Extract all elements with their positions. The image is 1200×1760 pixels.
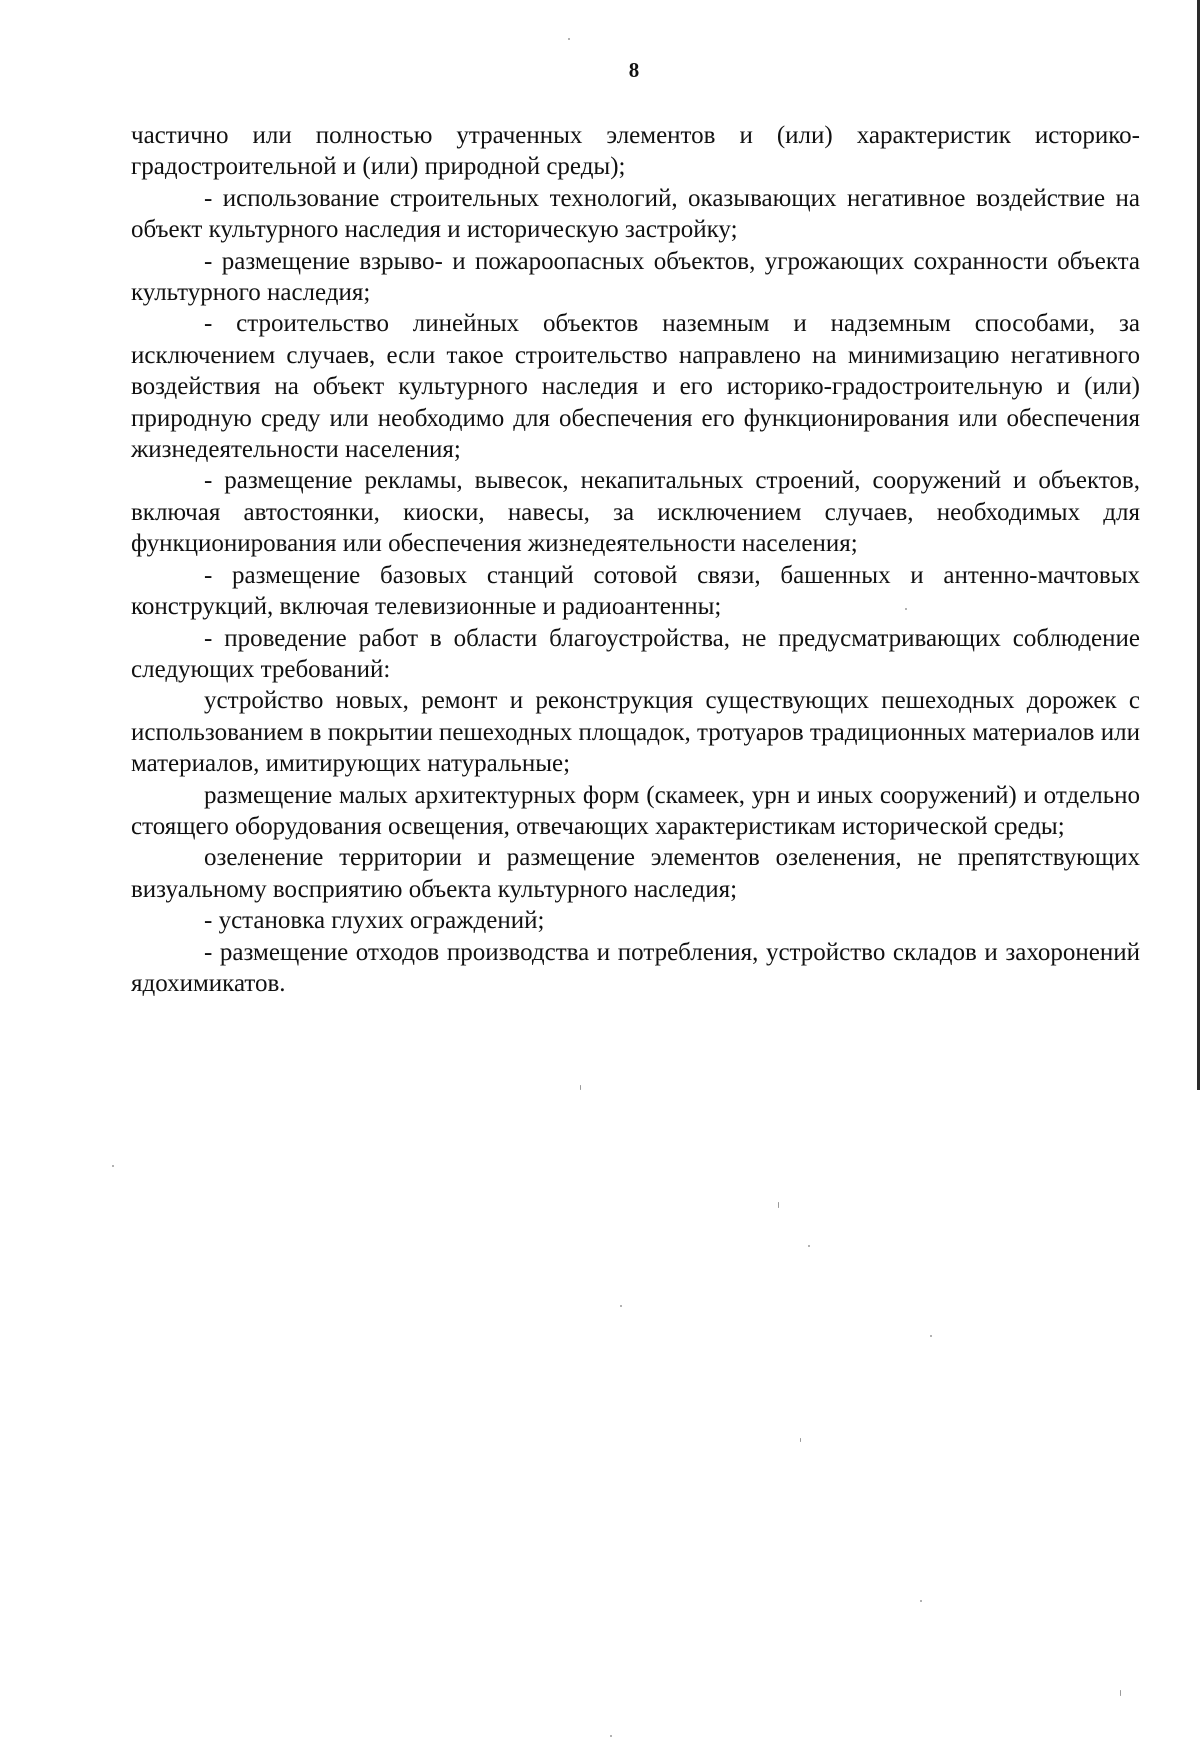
paragraph-building-technologies: - использование строительных технологий, оказывающих негативное воздействие на объект культурного наследия и историческую застройку; bbox=[131, 184, 1140, 244]
scan-speck bbox=[112, 1165, 114, 1167]
paragraph-pedestrian-paths: устройство новых, ремонт и реконструкция существующих пешеходных дорожек с использованием в покрытии пешеходных площадок, тротуаров традиционных материалов или материалов, имитирующих натуральные; bbox=[131, 687, 1140, 778]
paragraph-hazardous-objects: - размещение взрыво- и пожароопасных объектов, угрожающих сохранности объекта культурного наследия; bbox=[131, 247, 1140, 307]
scan-speck bbox=[800, 1438, 801, 1442]
paragraph-landscaping-works: - проведение работ в области благоустройства, не предусматривающих соблюдение следующих требований: bbox=[131, 624, 1140, 683]
scan-speck bbox=[568, 38, 570, 40]
scan-speck bbox=[808, 1245, 810, 1247]
scan-speck bbox=[620, 1305, 622, 1307]
scan-speck bbox=[778, 1202, 779, 1208]
paragraph-greening: озеленение территории и размещение элементов озеленения, не препятствующих визуальному восприятию объекта культурного наследия; bbox=[131, 844, 1140, 903]
scan-speck bbox=[1120, 1690, 1121, 1696]
scan-speck bbox=[930, 1335, 932, 1337]
paragraph-continuation: частично или полностью утраченных элементов и (или) характеристик историко-градостроительной и (или) природной среды); bbox=[131, 122, 1140, 181]
paragraph-waste: - размещение отходов производства и потребления, устройство складов и захоронений ядохимикатов. bbox=[131, 938, 1140, 997]
document-body bbox=[131, 120, 1140, 999]
scan-speck bbox=[580, 1085, 581, 1090]
paragraph-advertising: - размещение рекламы, вывесок, некапитальных строений, сооружений и объектов, включая автостоянки, киоски, навесы, за исключением случаев, необходимых для функционирования или обеспечения жизнедеятельности населения; bbox=[131, 467, 1140, 558]
paragraph-cell-stations: - размещение базовых станций сотовой связи, башенных и антенно-мачтовых конструкций, включая телевизионные и радиоантенны; bbox=[131, 561, 1140, 621]
paragraph-small-architectural-forms: размещение малых архитектурных форм (скамеек, урн и иных сооружений) и отдельно стоящего оборудования освещения, отвечающих характеристикам исторической среды; bbox=[131, 781, 1140, 840]
paragraph-linear-objects: - строительство линейных объектов наземным и надземным способами, за исключением случаев, если такое строительство направлено на минимизацию негативного воздействия на объект культурного наследия и его историко-градостроительную и (или) природную среду или необходимо для обеспечения его функционирования или обеспечения жизнедеятельности населения; bbox=[131, 310, 1140, 464]
scan-speck bbox=[920, 1600, 922, 1602]
scan-speck bbox=[610, 1735, 612, 1737]
page-number: 8 bbox=[628, 58, 640, 82]
paragraph-fences: - установка глухих ограждений; bbox=[204, 907, 545, 935]
